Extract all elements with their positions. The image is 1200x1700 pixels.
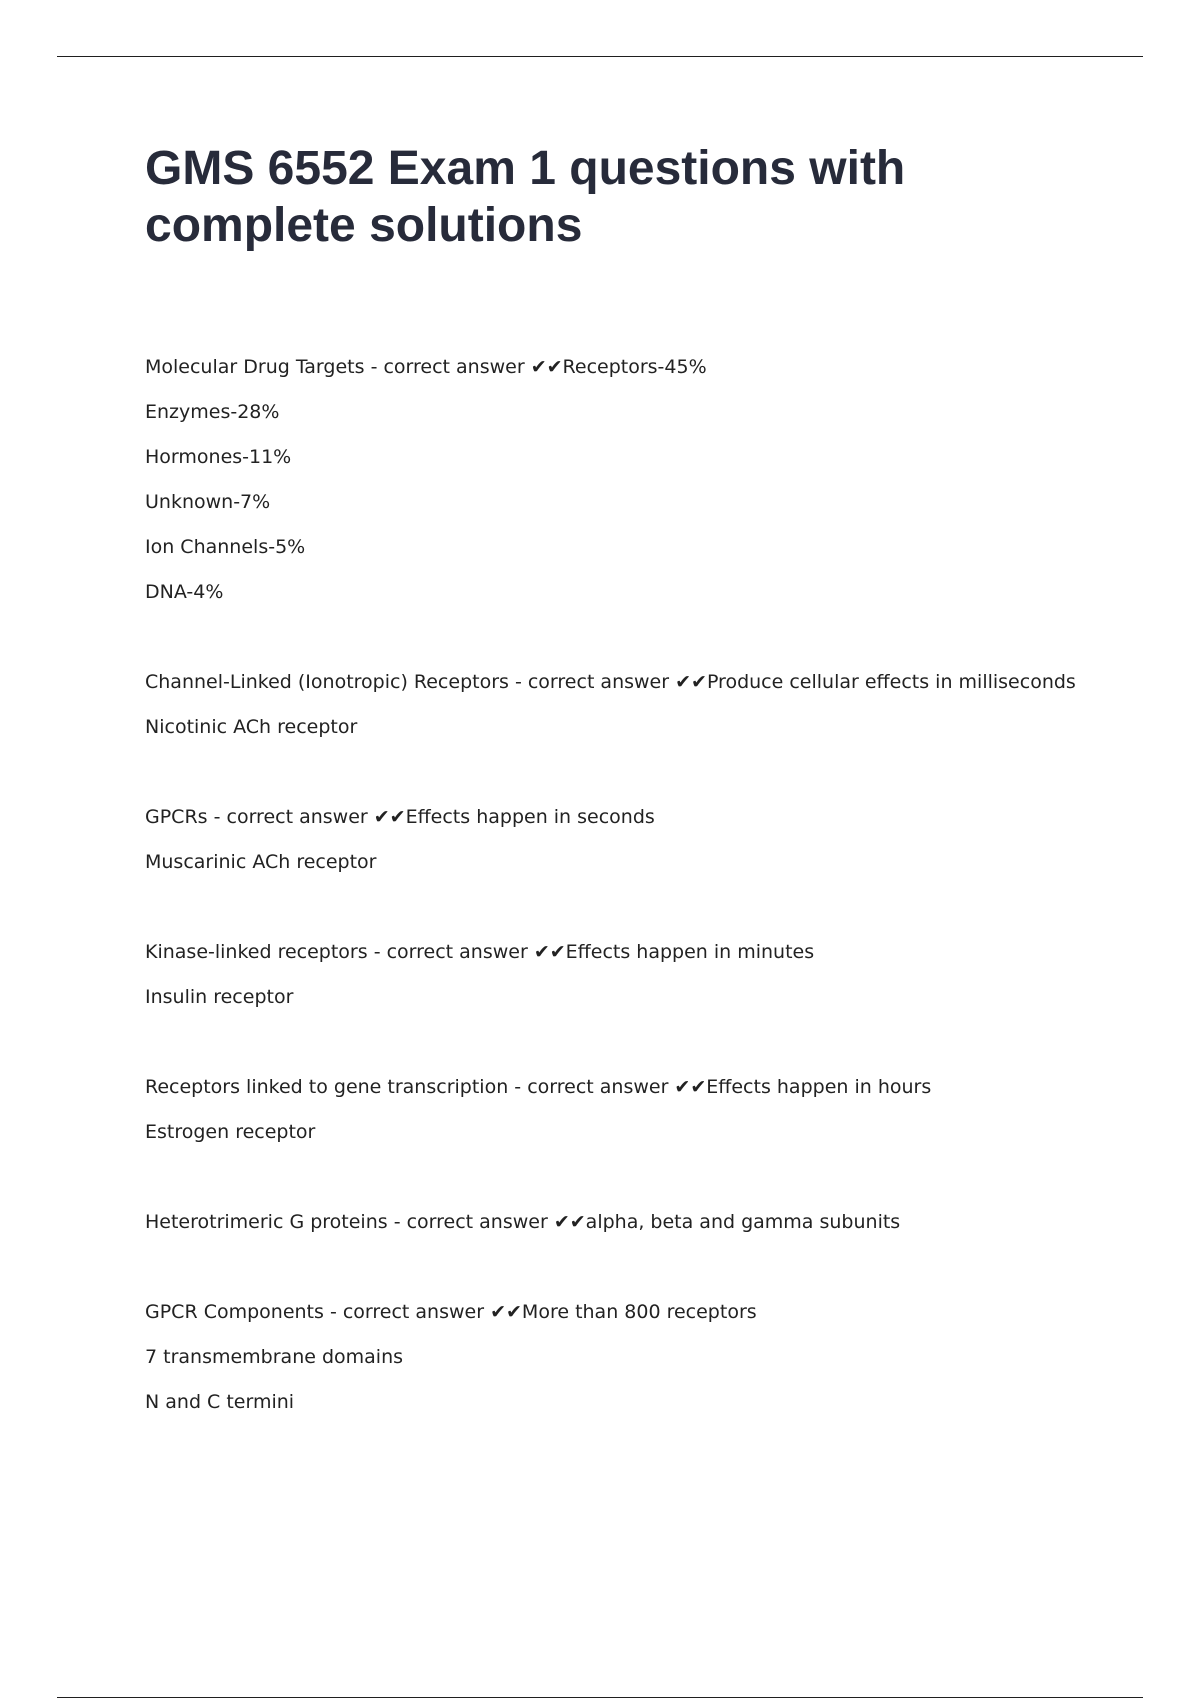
qa-item [145, 660, 1145, 750]
bottom-rule [57, 1697, 1143, 1698]
answer-line: N and C termini [145, 1391, 295, 1413]
question-term: GPCRs [145, 806, 208, 828]
answer-first-line: Effects happen in hours [706, 1076, 932, 1098]
answer-line: Unknown-7% [145, 491, 271, 513]
title-line-1: GMS 6552 Exam 1 questions with [145, 142, 906, 195]
answer-marker: - correct answer ✔✔ [370, 356, 563, 378]
answer-marker: - correct answer ✔✔ [514, 671, 707, 693]
qa-item [145, 345, 1145, 615]
qa-question-line [145, 1200, 1145, 1245]
qa-list [145, 345, 1145, 1470]
qa-item [145, 1065, 1145, 1155]
answer-line: Estrogen receptor [145, 1121, 316, 1143]
answer-marker: - correct answer ✔✔ [373, 941, 566, 963]
qa-question-line [145, 345, 1145, 390]
answer-first-line: Receptors-45% [562, 356, 707, 378]
question-term: Kinase-linked receptors [145, 941, 368, 963]
question-term: Molecular Drug Targets [145, 356, 365, 378]
answer-line: Muscarinic ACh receptor [145, 851, 377, 873]
question-term: GPCR Components [145, 1301, 324, 1323]
answer-line: Ion Channels-5% [145, 536, 306, 558]
top-rule [57, 56, 1143, 57]
answer-first-line: Effects happen in minutes [565, 941, 815, 963]
qa-item [145, 1290, 1145, 1425]
question-term: Receptors linked to gene transcription [145, 1076, 509, 1098]
answer-first-line: alpha, beta and gamma subunits [585, 1211, 901, 1233]
answer-first-line: Effects happen in seconds [405, 806, 655, 828]
answer-marker: - correct answer ✔✔ [393, 1211, 586, 1233]
question-term: Heterotrimeric G proteins [145, 1211, 388, 1233]
answer-line: Insulin receptor [145, 986, 294, 1008]
answer-line: Hormones-11% [145, 446, 292, 468]
answer-first-line: More than 800 receptors [521, 1301, 757, 1323]
qa-question-line [145, 660, 1145, 705]
answer-marker: - correct answer ✔✔ [213, 806, 406, 828]
answer-line: Nicotinic ACh receptor [145, 716, 358, 738]
answer-marker: - correct answer ✔✔ [329, 1301, 522, 1323]
qa-item [145, 795, 1145, 885]
qa-question-line [145, 930, 1145, 975]
document-title [145, 140, 1045, 254]
answer-first-line: Produce cellular effects in milliseconds [706, 671, 1076, 693]
answer-marker: - correct answer ✔✔ [514, 1076, 707, 1098]
qa-item [145, 1200, 1145, 1245]
question-term: Channel-Linked (Ionotropic) Receptors [145, 671, 509, 693]
answer-line: 7 transmembrane domains [145, 1346, 404, 1368]
qa-question-line [145, 795, 1145, 840]
answer-line: DNA-4% [145, 581, 224, 603]
answer-line: Enzymes-28% [145, 401, 280, 423]
qa-question-line [145, 1065, 1145, 1110]
title-line-2: complete solutions [145, 199, 583, 252]
qa-item [145, 930, 1145, 1020]
qa-question-line [145, 1290, 1145, 1335]
